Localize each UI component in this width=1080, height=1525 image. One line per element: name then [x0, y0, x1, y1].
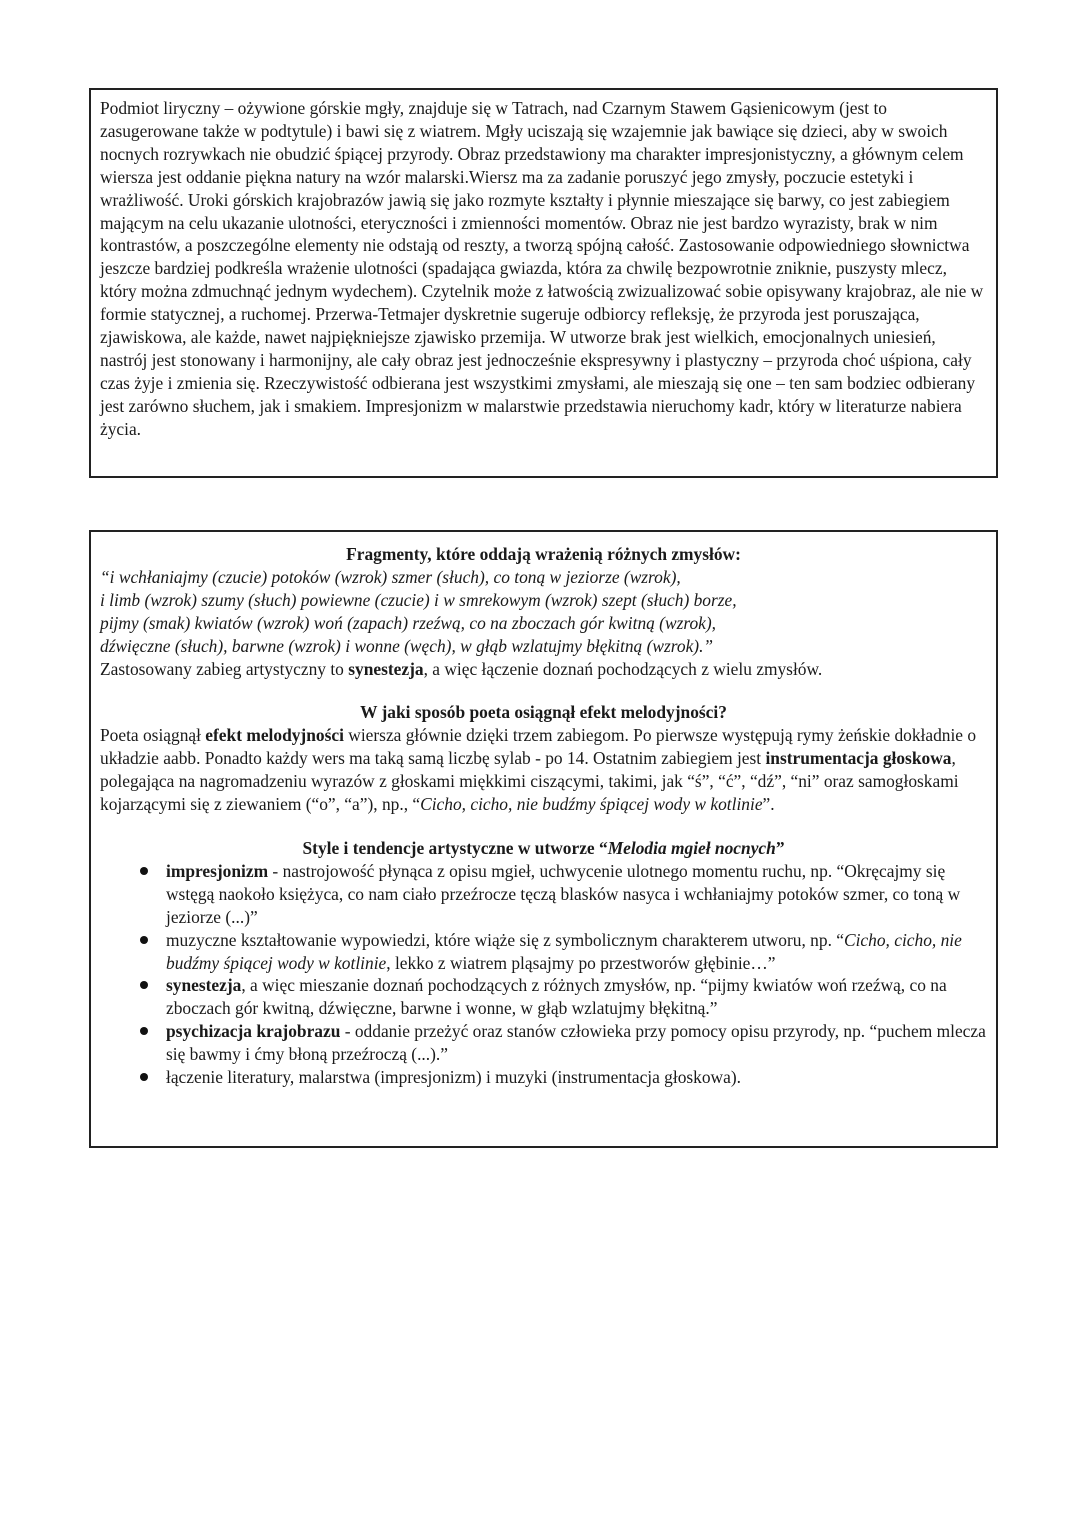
item-term: psychizacja krajobrazu [166, 1021, 341, 1042]
senses-heading: Fragmenty, które oddają wrażenią różnych zmysłów: [346, 544, 741, 564]
syn-term: synestezja [348, 658, 424, 679]
melody-paragraph [100, 724, 987, 816]
item-text: łączenie literatury, malarstwa (impresjonizm) i muzyki (instrumentacja głoskowa). [166, 1067, 741, 1088]
item-text: - nastrojowość płynąca z opisu mgieł, uchwycenie ulotnego momentu ruchu, np. “Okręcajmy się wstęgą naokoło księżyca, co nam ciało przeźrocze tęczą blasków nasyca i wchłaniajmy potoków szmer, co toną w jeziorze (...)” [166, 860, 961, 927]
syn-text: Zastosowany zabieg artystyczny to [100, 658, 349, 679]
list-item [100, 974, 987, 1020]
melody-term: instrumentacja głoskowa [765, 748, 952, 769]
syn-text: , a więc łączenie doznań pochodzących z wielu zmysłów. [423, 658, 823, 679]
analysis-box [89, 88, 998, 478]
item-text: - oddanie przeżyć oraz stanów człowieka przy pomocy opisu przyrody, np. “puchem mlecza się bawmy i ćmy błoną przeźroczą (...).” [166, 1021, 986, 1065]
quote-line: i limb (wzrok) szumy (słuch) powiewne (czucie) i w smrekowym (wzrok) szept (słuch) borze, [100, 589, 737, 610]
synesthesia-sentence [100, 658, 987, 681]
list-item [100, 929, 987, 975]
quote-line: dźwięczne (słuch), barwne (wzrok) i wonne (węch), w głąb wzlatujmy błękitną (wzrok).” [100, 635, 714, 656]
melody-text: Poeta osiągnął [100, 725, 206, 746]
quote-line: pijmy (smak) kwiatów (wzrok) woń (zapach) rzeźwą, co na zboczach gór kwitną (wzrok), [100, 612, 717, 633]
item-term: synestezja [166, 975, 242, 996]
styles-heading [100, 837, 987, 860]
melody-text: ”. [762, 794, 775, 815]
melody-text: , polegająca na nagromadzeniu wyrazów z głoskami miękkimi ciszącymi, takimi, jak “ś”, “ć”, “dź”, “ni” oraz samogłoskami kojarzącymi się z ziewaniem (“o”, “a”), np., “ [100, 748, 959, 815]
melody-term: efekt melodyjności [205, 725, 344, 746]
poem-title: Melodia mgieł nocnych [607, 837, 776, 858]
styles-heading-text: Style i tendencje artystyczne w utworze “ [302, 837, 608, 858]
details-box [89, 530, 998, 1148]
item-text: muzyczne kształtowanie wypowiedzi, które wiąże się z symbolicznym charakterem utworu, np. “ [166, 929, 844, 950]
item-term: impresjonizm [166, 860, 269, 881]
styles-heading-text: ” [775, 837, 785, 858]
list-item [100, 1020, 987, 1066]
list-item [100, 860, 987, 929]
styles-list [100, 860, 987, 1089]
item-text: , a więc mieszanie doznań pochodzących z różnych zmysłów, np. “pijmy kwiatów woń rzeźwą, co na zboczach gór kwitną, dźwięczne, barwne i wonne, w głąb wzlatujmy błękitną.” [166, 975, 947, 1019]
melody-quote: Cicho, cicho, nie budźmy śpiącej wody w kotlinie [420, 794, 763, 815]
quote-line: “i wchłaniajmy (czucie) potoków (wzrok) szmer (słuch), co toną w jeziorze (wzrok), [100, 566, 681, 587]
item-text: , lekko z wiatrem pląsajmy po przestworów głębinie…” [386, 952, 776, 973]
list-item [100, 1066, 987, 1089]
senses-quote [100, 566, 987, 658]
item-quote: Cicho, cicho, nie budźmy śpiącej wody w kotlinie [166, 929, 962, 973]
melody-text: wiersza głównie dzięki trzem zabiegom. Po pierwsze występują rymy żeńskie dokładnie o układzie aabb. Ponadto każdy wers ma taką samą liczbę sylab - po 14. Ostatnim zabiegiem jest [100, 725, 977, 769]
melody-heading: W jaki sposób poeta osiągnął efekt melodyjności? [360, 702, 727, 723]
analysis-paragraph: Podmiot liryczny – ożywione górskie mgły, znajduje się w Tatrach, nad Czarnym Stawem Gąsienicowym (jest to zasugerowane także w podtytule) i bawi się z wiatrem. Mgły uciszają się wzajemnie jak bawiące się dzieci, aby w swoich nocnych rozrywkach nie obudzić śpiącej przyrody. Obraz przedstawiony ma charakter impresjonistyczny, a głównym celem wiersza jest oddanie piękna natury na wzór malarski.Wiersz ma za zadanie poruszyć jego zmysły, poczucie estetyki i wrażliwość. Uroki górskich krajobrazów jawią się jako rozmyte kształty i płynnie mieszające się barwy, co jest zabiegiem mającym na celu ukazanie ulotności, eteryczności i zmienności momentów. Obraz nie jest bardzo wyrazisty, brak w nim kontrastów, a poszczególne elementy nie odstają od reszty, a tworzą spójną całość. Zastosowanie odpowiedniego słownictwa jeszcze bardziej podkreśla wrażenie ulotności (spadająca gwiazda, która za chwilę bezpowrotnie zniknie, puszysty mlecz, który można zdmuchnąć jednym wydechem). Czytelnik może z łatwością zwizualizować sobie opisywany krajobraz, ale nie w formie statycznej, a ruchomej. Przerwa-Tetmajer dyskretnie sugeruje odbiorcy refleksję, że przyroda jest poruszająca, zjawiskowa, ale każde, nawet najpiękniejsze zjawisko przemija. W utworze brak jest wielkich, emocjonalnych uniesień, nastrój jest stonowany i harmonijny, ale cały obraz jest jednocześnie ekspresywny i plastyczny – przyroda choć uśpiona, cały czas żyje i zmienia się. Rzeczywistość odbierana jest wszystkimi zmysłami, ale mieszają się one – ten sam bodziec odbierany jest zarówno słuchem, jak i smakiem. Impresjonizm w malarstwie przedstawia nieruchomy kadr, który w literaturze nabiera życia. [100, 98, 984, 439]
